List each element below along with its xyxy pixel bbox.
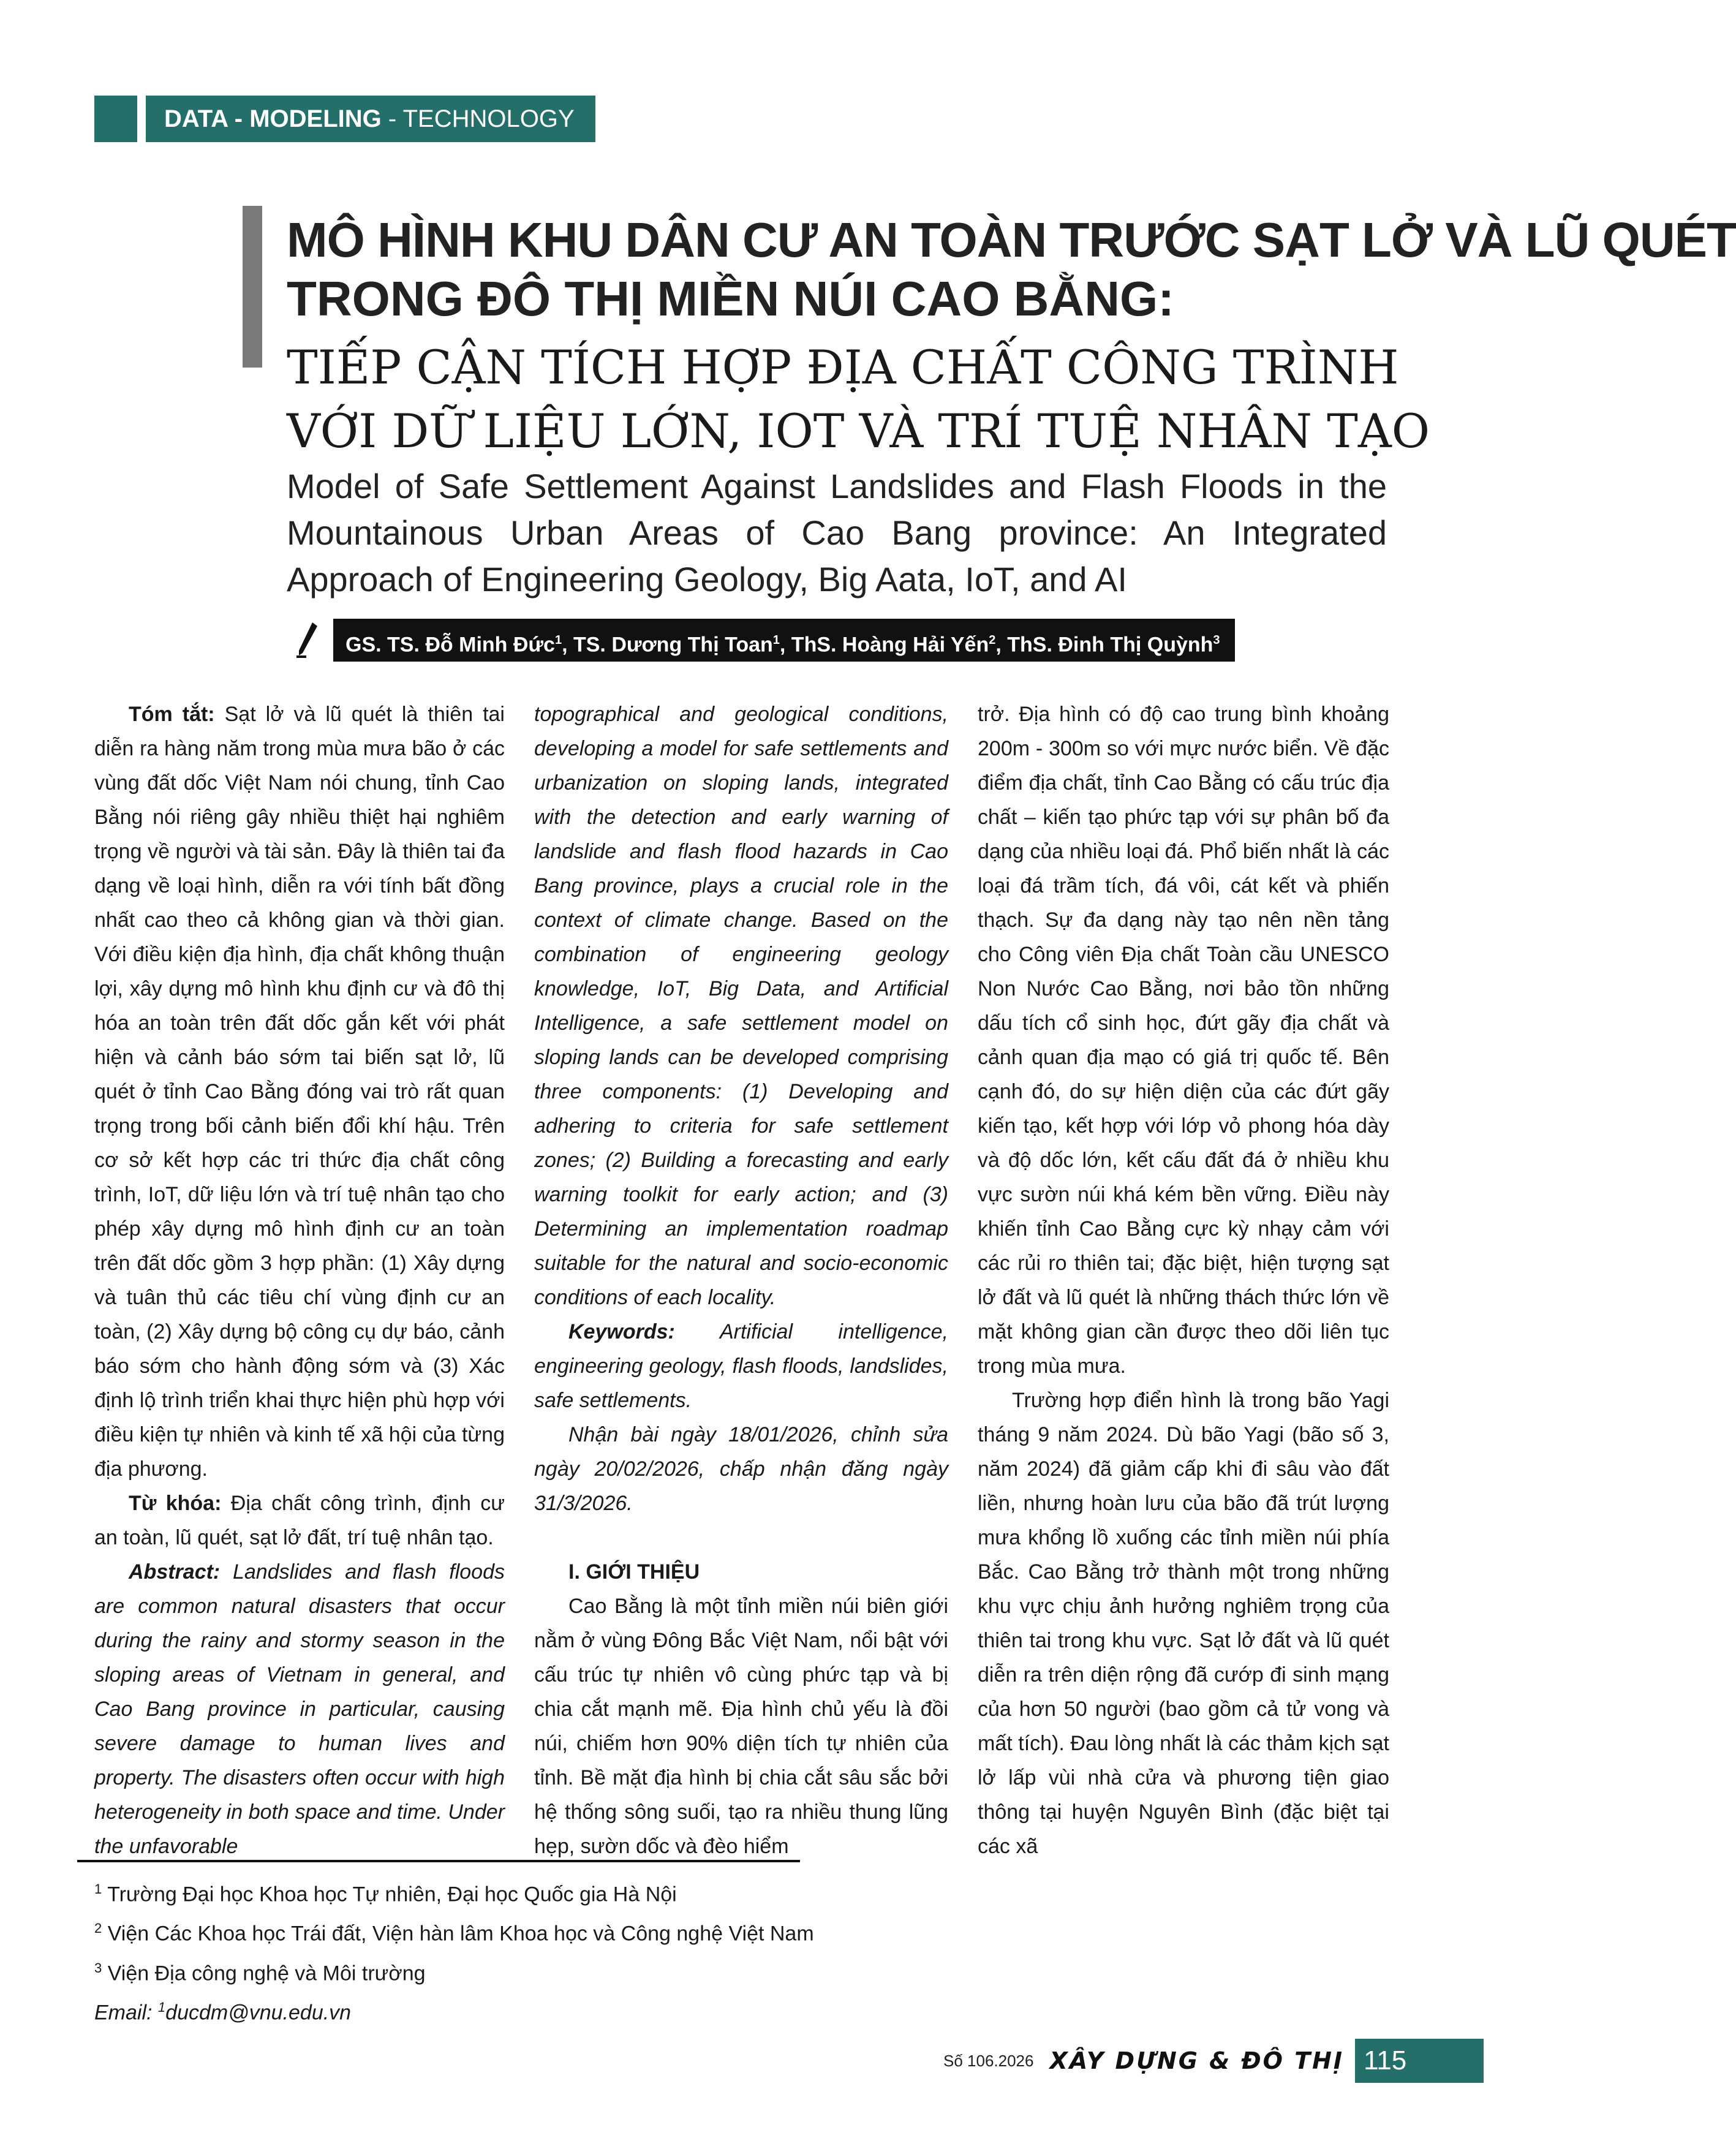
section-header	[164, 96, 575, 142]
abstract-label: Abstract:	[129, 1560, 221, 1584]
column-2	[534, 697, 948, 1864]
authors-row	[288, 619, 1268, 662]
issue-number: Số 106.2026	[943, 2051, 1034, 2070]
intro-paragraph-continued: trở. Địa hình có độ cao trung bình khoảng 200m - 300m so với mực nước biển. Về đặc điểm địa chất, tỉnh Cao Bằng có cấu trúc địa chất – kiến tạo phức tạp với sự phân bố đa dạng của nhiều loại đá. Phổ biến nhất là các loại đá trầm tích, đá vôi, cát kết và phiến thạch. Sự đa dạng này tạo nên nền tảng cho Công viên Địa chất Toàn cầu UNESCO Non Nước Cao Bằng, nơi bảo tồn những dấu tích cổ sinh học, đứt gãy địa chất và cảnh quan địa mạo có giá trị quốc tế. Bên cạnh đó, do sự hiện diện của các đứt gãy kiến tạo, kết hợp với lớp vỏ phong hóa dày và độ dốc lớn, kết cấu đất đá ở nhiều khu vực sườn núi khá kém bền vững. Điều này khiến tỉnh Cao Bằng cực kỳ nhạy cảm với các rủi ro thiên tai; đặc biệt, hiện tượng sạt lở đất và lũ quét là những thách thức lớn về mặt không gian cần được theo dõi liên tục trong mùa mưa.	[978, 703, 1389, 1378]
column-3	[978, 697, 1389, 1864]
title-vn-line-1: MÔ HÌNH KHU DÂN CƯ AN TOÀN TRƯỚC SẠT LỞ VÀ LŨ QUÉT	[287, 213, 1736, 267]
section-header-rest: - TECHNOLOGY	[381, 105, 575, 132]
author-affiliation: 3	[1213, 633, 1220, 647]
footnotes	[94, 1872, 952, 2030]
summary-label: Tóm tắt:	[129, 703, 215, 726]
authors-list	[333, 619, 1235, 662]
abstract-paragraph	[94, 1555, 505, 1864]
page-footer	[943, 2039, 1415, 2083]
keywords-vn-label: Từ khóa:	[129, 1492, 222, 1515]
author-affiliation: 1	[772, 633, 780, 647]
magazine-name: XÂY DỰNG & ĐÔ THỊ	[1049, 2047, 1345, 2074]
summary-text: Sạt lở và lũ quét là thiên tai diễn ra hàng năm trong mùa mưa bão ở các vùng đất dốc Việt Nam nói chung, tỉnh Cao Bằng nói riêng gây nhiều thiệt hại nghiêm trọng về người và tài sản. Đây là thiên tai đa dạng về loại hình, diễn ra với tính bất đồng nhất cao theo cả không gian và thời gian. Với điều kiện địa hình, địa chất không thuận lợi, xây dựng mô hình khu định cư và đô thị hóa an toàn trên đất dốc gắn kết với phát hiện và cảnh báo sớm tai biến sạt lở, lũ quét ở tỉnh Cao Bằng đóng vai trò rất quan trọng trong bối cảnh biến đổi khí hậu. Trên cơ sở kết hợp các tri thức địa chất công trình, IoT, dữ liệu lớn và trí tuệ nhân tạo cho phép xây dựng mô hình định cư an toàn trên đất dốc gồm 3 hợp phần: (1) Xây dựng và tuân thủ các tiêu chí vùng định cư an toàn, (2) Xây dựng bộ công cụ dự báo, cảnh báo sớm cho hành động sớm và (3) Xác định lộ trình triển khai thực hiện phù hợp với điều kiện tự nhiên và kinh tế xã hội của từng địa phương.	[94, 703, 505, 1481]
keywords-vn-text: Địa chất công trình, định cư an toàn, lũ quét, sạt lở đất, trí tuệ nhân tạo.	[94, 1492, 505, 1549]
section-header-divider	[137, 96, 146, 142]
author-name: GS. TS. Đỗ Minh Đức	[345, 633, 555, 657]
author-name: , ThS. Đinh Thị Quỳnh	[995, 633, 1213, 657]
footnote-email	[94, 1990, 952, 2030]
footnote-text: Trường Đại học Khoa học Tự nhiên, Đại học Quốc gia Hà Nội	[107, 1883, 677, 1906]
column-1	[94, 697, 505, 1864]
footnote-1	[94, 1872, 952, 1911]
section-header-tab	[94, 96, 137, 142]
spacer	[534, 1520, 948, 1555]
footnote-3	[94, 1951, 952, 1990]
summary-paragraph	[94, 697, 505, 1486]
email-label: Email:	[94, 2001, 158, 2025]
footnote-rule	[77, 1860, 800, 1862]
footnote-marker: 3	[94, 1960, 102, 1976]
footnote-marker: 1	[157, 1999, 166, 2015]
footnote-marker: 1	[94, 1881, 102, 1897]
section-heading-introduction: I. GIỚI THIỆU	[568, 1560, 700, 1584]
author-name: , TS. Dương Thị Toan	[562, 633, 773, 657]
author-affiliation: 1	[554, 633, 562, 647]
footnote-text: Viện Địa công nghệ và Môi trường	[107, 1961, 426, 1985]
keywords-en-paragraph	[534, 1315, 948, 1418]
email-address[interactable]: ducdm@vnu.edu.vn	[165, 2001, 352, 2025]
section-header-bold: DATA - MODELING	[164, 105, 382, 132]
footnote-marker: 2	[94, 1921, 102, 1936]
title-english: Model of Safe Settlement Against Landslides and Flash Floods in the Mountainous Urban Areas of Cao Bang province: An Integrated Approach of Engineering Geology, Big Aata, IoT, and AI	[287, 467, 1387, 599]
keywords-vn-paragraph	[94, 1486, 505, 1555]
keywords-en-label: Keywords:	[568, 1320, 675, 1343]
footnote-2	[94, 1911, 952, 1951]
title-vn-line-4: VỚI DỮ LIỆU LỚN, IOT VÀ TRÍ TUỆ NHÂN TẠO	[287, 404, 1430, 458]
received-dates: Nhận bài ngày 18/01/2026, chỉnh sửa ngày 20/02/2026, chấp nhận đăng ngày 31/3/2026.	[534, 1423, 948, 1515]
author-name: , ThS. Hoàng Hải Yến	[779, 633, 989, 657]
title-vn-line-3: TIẾP CẬN TÍCH HỢP ĐỊA CHẤT CÔNG TRÌNH	[287, 340, 1399, 395]
abstract-text: Landslides and flash floods are common natural disasters that occur during the rainy and stormy season in the sloping areas of Vietnam in general, and Cao Bang province in particular, causing severe damage to human lives and property. The disasters often occur with high heterogeneity in both space and time. Under the unfavorable	[94, 1560, 505, 1858]
page-number: 115	[1355, 2039, 1415, 2083]
intro-paragraph: Cao Bằng là một tỉnh miền núi biên giới nằm ở vùng Đông Bắc Việt Nam, nổi bật với cấu trúc tự nhiên vô cùng phức tạp và bị chia cắt mạnh mẽ. Địa hình chủ yếu là đồi núi, chiếm hơn 90% diện tích tự nhiên của tỉnh. Bề mặt địa hình bị chia cắt sâu sắc bởi hệ thống sông suối, tạo ra nhiều thung lũng hẹp, sườn dốc và đèo hiểm	[534, 1595, 948, 1858]
abstract-continued: topographical and geological conditions, developing a model for safe settlements and urbanization on sloping lands, integrated with the detection and early warning of landslide and flash flood hazards in Cao Bang province, plays a crucial role in the context of climate change. Based on the combination of engineering geology knowledge, IoT, Big Data, and Artificial Intelligence, a safe settlement model on sloping lands can be developed comprising three components: (1) Developing and adhering to criteria for safe settlement zones; (2) Building a forecasting and early warning toolkit for early action; and (3) Determining an implementation roadmap suitable for the natural and socio-economic conditions of each locality.	[534, 703, 948, 1309]
footnote-text: Viện Các Khoa học Trái đất, Viện hàn lâm Khoa học và Công nghệ Việt Nam	[107, 1922, 814, 1946]
title-vn-line-2: TRONG ĐÔ THỊ MIỀN NÚI CAO BẰNG:	[287, 271, 1174, 326]
yagi-paragraph: Trường hợp điển hình là trong bão Yagi tháng 9 năm 2024. Dù bão Yagi (bão số 3, năm 2024) đã giảm cấp khi đi sâu vào đất liền, nhưng hoàn lưu của bão đã trút lượng mưa khổng lồ xuống các tỉnh miền núi phía Bắc. Cao Bằng trở thành một trong những khu vực chịu ảnh hưởng nghiêm trọng của thiên tai trong khu vực. Sạt lở đất và lũ quét diễn ra trên diện rộng đã cướp đi sinh mạng của hơn 50 người (bao gồm cả tử vong và mất tích). Đau lòng nhất là các thảm kịch sạt lở lấp vùi nhà cửa và phương tiện giao thông tại huyện Nguyên Bình (đặc biệt tại các xã	[978, 1389, 1389, 1858]
author-affiliation: 2	[989, 633, 996, 647]
pen-nib-icon	[288, 619, 325, 662]
title-accent-bar	[243, 206, 262, 368]
keywords-en-text: Artificial intelligence, engineering geology, flash floods, landslides, safe settlements.	[534, 1320, 948, 1412]
